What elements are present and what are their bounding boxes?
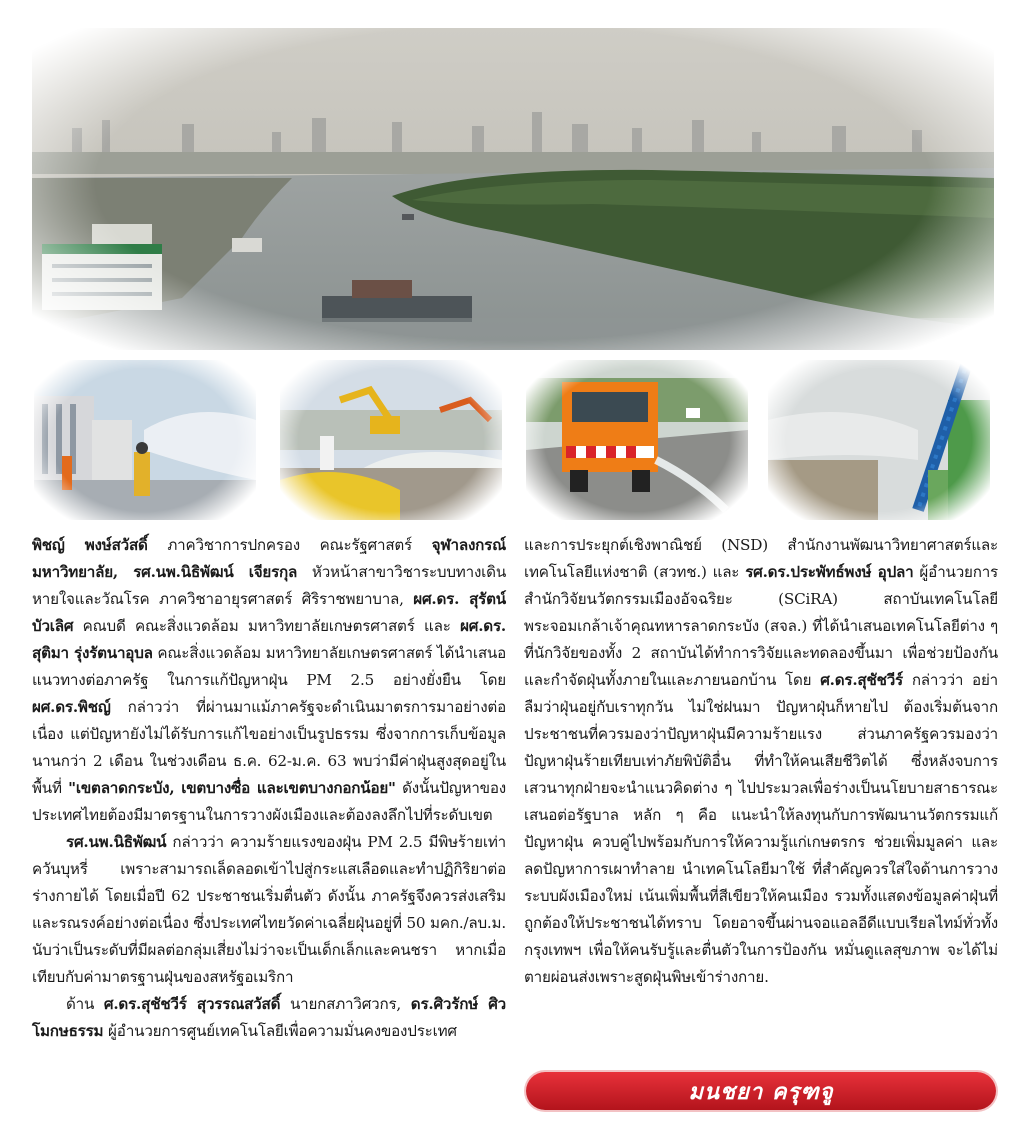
bold-run: รศ.นพ.นิธิพัฒน์ (66, 833, 167, 851)
bold-run: ผศ.ดร.พิชญ์ (32, 698, 111, 716)
article-page (22, 22, 1004, 1110)
text-run: และการประยุกต์เชิงพาณิชย์ (NSD) สำนักงานพัฒนาวิทยาศาสตร์และเทคโนโลยีแห่งชาติ (สวทช.) และ (524, 536, 998, 581)
text-run: กล่าวว่า อย่าลืมว่าฝุ่นอยู่กับเราทุกวัน ไม่ใช่ฝนมา ปัญหาฝุ่นก็หายไป ต้องเริ่มต้นจากประชาชนที่ควรมองว่าปัญหาฝุ่นมีความร้ายแรง ส่วนภาครัฐควรมองว่าปัญหาฝุ่นร้ายเทียบเท่าภัยพิบัติอื่น ที่ทำให้คนเสียชีวิตได้ ซึ่งหลังจบการเสวนาทุกฝ่ายจะนำแนวคิดต่าง ๆ ไปประมวลเพื่อร่างเป็นนโยบายสาธารณะเสนอต่อรัฐบาล หลัก ๆ คือ แนะนำให้ลงทุนกับการพัฒนานวัตกรรมแก้ปัญหาฝุ่น ควบคู่ไปพร้อมกับการให้ความรู้แก่เกษตรกร ช่วยเพิ่มมูลค่า และลดปัญหาการเผาทำลาย นำเทคโนโลยีมาใช้ ที่สำคัญควรใส่ใจด้านการวางระบบผังเมืองใหม่ เน้นเพิ่มพื้นที่สีเขียวให้คนเมือง รวมทั้งแสดงข้อมูลค่าฝุ่นที่ถูกต้องให้ประชาชนได้ทราบ โดยอาจขึ้นผ่านจอแอลอีดีแบบเรียลไทม์ทั่วทั้งกรุงเทพฯ เพื่อให้คนรับรู้และตื่นตัวในการป้องกัน หมั่นดูแลสุขภาพ จะได้ไม่ตายผ่อนส่งเพราะสูดฝุ่นพิษเข้าร่างกาย. (524, 671, 998, 986)
byline-author: มนชยา ครุฑจู (688, 1079, 834, 1105)
bold-run: ศ.ดร.สุชัชวีร์ สุวรรณสวัสดิ์ (103, 995, 281, 1013)
hero-photo (32, 28, 994, 350)
text-run: ด้าน (66, 995, 104, 1013)
text-run: ผู้อำนวยการสำนักวิจัยนวัตกรรมเมืองอัจฉริยะ (SCiRA) สถาบันเทคโนโลยีพระจอมเกล้าเจ้าคุณทหารลาดกระบัง (สจล.) ที่ได้นำเสนอเทคโนโลยีต่าง ๆ ที่นักวิจัยของทั้ง 2 สถาบันได้ทำการวิจัยและทดลองขึ้นมา เพื่อช่วยป้องกันและกำจัดฝุ่นทั้งภายในและภายนอกบ้าน โดย (524, 563, 999, 689)
paragraph (524, 532, 998, 991)
article-column-right (524, 532, 998, 1062)
firefighters-photo (34, 360, 256, 520)
bold-run: ผศ.ดร. สุรัตน์ บัวเลิศ (32, 590, 506, 635)
text-run: ผู้อำนวยการศูนย์เทคโนโลยีเพื่อความมั่นคงของประเทศ (103, 1022, 457, 1040)
text-run: กล่าวว่า ความร้ายแรงของฝุ่น PM 2.5 มีพิษร้ายเท่าควันบุหรี่ เพราะสามารถเล็ดลอดเข้าไปสู่กระแสเลือดและทำปฏิกิริยาต่อร่างกายได้ โดยเมื่อปี 62 ประชาชนเริ่มตื่นตัว ดังนั้น ภาครัฐจึงควรส่งเสริมและรณรงค์อย่างต่อเนื่อง ซึ่งประเทศไทยวัดค่าเฉลี่ยฝุ่นอยู่ที่ 50 มคก./ลบ.ม. นับว่าเป็นระดับที่มีผลต่อกลุ่มเสี่ยงไม่ว่าจะเป็นเด็กเล็กและคนชรา หากเมื่อเทียบกับค่ามาตรฐานฝุ่นของสหรัฐอเมริกา (32, 833, 506, 986)
bold-run: ผศ.ดร. สุติมา รุ่งรัตนาอุบล (32, 617, 506, 662)
text-run: ภาควิชาการปกครอง คณะรัฐศาสตร์ (147, 536, 432, 554)
bold-run: พิชญ์ พงษ์สวัสดิ์ (32, 536, 148, 554)
excavator-photo (280, 360, 502, 520)
bold-run: ศ.ดร.สุชัชวีร์ (820, 671, 903, 689)
article-column-left (32, 532, 506, 1110)
text-run: กล่าวว่า ที่ผ่านมาแม้ภาครัฐจะดำเนินมาตรการมาอย่างต่อเนื่อง แต่ปัญหายังไม่ได้รับการแก้ไขอย่างเป็นรูปธรรม ซึ่งจากการเก็บข้อมูลนานกว่า 2 เดือน ในช่วงเดือน ธ.ค. 62-ม.ค. 63 พบว่ามีค่าฝุ่นสูงสุดอยู่ในพื้นที่ (32, 698, 506, 797)
paragraph (32, 829, 506, 991)
bold-run: รศ.ดร.ประพัทธ์พงษ์ อุปลา (745, 563, 914, 581)
paragraph (32, 532, 506, 829)
mist-tower-photo (768, 360, 990, 520)
paragraph (32, 991, 506, 1045)
byline-banner (526, 1072, 996, 1110)
text-run: นายกสภาวิศวกร, (280, 995, 411, 1013)
bold-run: จุฬาลงกรณ์มหาวิทยาลัย, รศ.นพ.นิธิพัฒน์ เจียรกุล (32, 536, 507, 581)
bold-run: "เขตลาดกระบัง, เขตบางซื่อ และเขตบางกอกน้อย" (68, 779, 396, 797)
text-run: คณะสิ่งแวดล้อม มหาวิทยาลัยเกษตรศาสตร์ ได้นำเสนอแนวทางต่อภาครัฐ ในการแก้ปัญหาฝุ่น PM 2.5 อย่างยั่งยืน โดย (32, 644, 507, 689)
bold-run: ดร.ศิวรักษ์ ศิวโมกษธรรม (32, 995, 506, 1040)
water-truck-photo (526, 360, 748, 520)
text-run: ดังนั้นปัญหาของประเทศไทยต้องมีมาตรฐานในการวางผังเมืองและต้องลงลึกไปที่ระดับเขต (32, 779, 506, 824)
text-run: หัวหน้าสาขาวิชาระบบทางเดินหายใจและวัณโรค ภาควิชาอายุรศาสตร์ ศิริราชพยาบาล, (32, 563, 506, 608)
text-run: คณบดี คณะสิ่งแวดล้อม มหาวิทยาลัยเกษตรศาสตร์ และ (73, 617, 461, 635)
